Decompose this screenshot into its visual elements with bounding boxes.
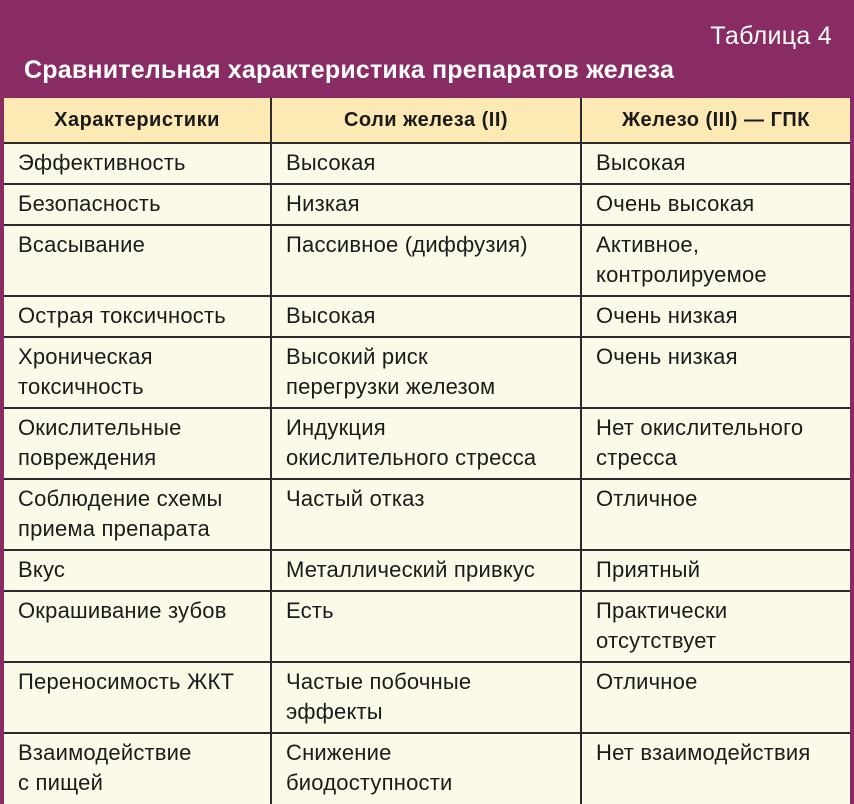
table-number: Таблица 4 — [710, 22, 832, 50]
column-header-iron-ii-salts: Соли железа (II) — [271, 98, 581, 143]
cell-iron-ii: Металлический привкус — [271, 550, 581, 591]
table-row — [4, 550, 850, 591]
cell-iron-iii: Нет взаимодействия — [596, 740, 811, 765]
comparison-table — [4, 98, 850, 804]
table-row — [4, 337, 850, 408]
cell-iron-ii: Пассивное (диффузия) — [271, 225, 581, 296]
cell-characteristic: Окрашивание зубов — [4, 591, 271, 662]
table-header-band — [4, 0, 850, 98]
cell-iron-ii: Низкая — [271, 184, 581, 225]
cell-iron-iii: Высокая — [581, 143, 850, 184]
cell-characteristic: Безопасность — [4, 184, 271, 225]
cell-characteristic: Хроническая токсичность — [4, 337, 271, 408]
cell-iron-ii: Высокий риск перегрузки железом — [271, 337, 581, 408]
cell-characteristic: Всасывание — [4, 225, 271, 296]
cell-characteristic: Соблюдение схемы приема препарата — [4, 479, 271, 550]
table-row — [4, 479, 850, 550]
cell-iron-iii: Очень низкая — [581, 296, 850, 337]
column-header-iron-iii-complex: Железо (III) — ГПК — [581, 98, 850, 143]
cell-iron-ii: Высокая — [271, 143, 581, 184]
table-row — [4, 296, 850, 337]
cell-iron-ii: Частый отказ — [271, 479, 581, 550]
cell-iron-iii: Приятный — [581, 550, 850, 591]
table-row — [4, 662, 850, 733]
cell-iron-iii: Нет окислительного стресса — [581, 408, 850, 479]
cell-iron-iii: Практически отсутствует — [581, 591, 850, 662]
cell-iron-iii: Отличное — [581, 479, 850, 550]
cell-iron-ii: Снижение биодоступности — [271, 733, 581, 804]
column-header-characteristics: Характеристики — [4, 98, 271, 143]
table-row — [4, 591, 850, 662]
cell-iron-iii: Очень низкая — [581, 337, 850, 408]
cell-iron-iii: Отличное — [581, 662, 850, 733]
cell-characteristic: Вкус — [4, 550, 271, 591]
cell-characteristic: Острая токсичность — [4, 296, 271, 337]
cell-characteristic: Взаимодействие с пищей — [4, 733, 271, 804]
cell-iron-ii: Частые побочные эффекты — [271, 662, 581, 733]
cell-iron-ii: Индукция окислительного стресса — [271, 408, 581, 479]
cell-characteristic: Эффективность — [4, 143, 271, 184]
table-title: Сравнительная характеристика препаратов железа — [24, 56, 675, 84]
table-row — [4, 408, 850, 479]
cell-iron-iii: Активное, контролируемое — [581, 225, 850, 296]
table-row — [4, 143, 850, 184]
cell-characteristic: Окислительные повреждения — [4, 408, 271, 479]
table-row — [4, 733, 850, 804]
cell-iron-ii: Высокая — [271, 296, 581, 337]
table-row — [4, 184, 850, 225]
cell-characteristic: Переносимость ЖКТ — [4, 662, 271, 733]
cell-iron-iii: Очень высокая — [581, 184, 850, 225]
header-row — [4, 98, 850, 143]
table-row — [4, 225, 850, 296]
cell-iron-ii: Есть — [271, 591, 581, 662]
